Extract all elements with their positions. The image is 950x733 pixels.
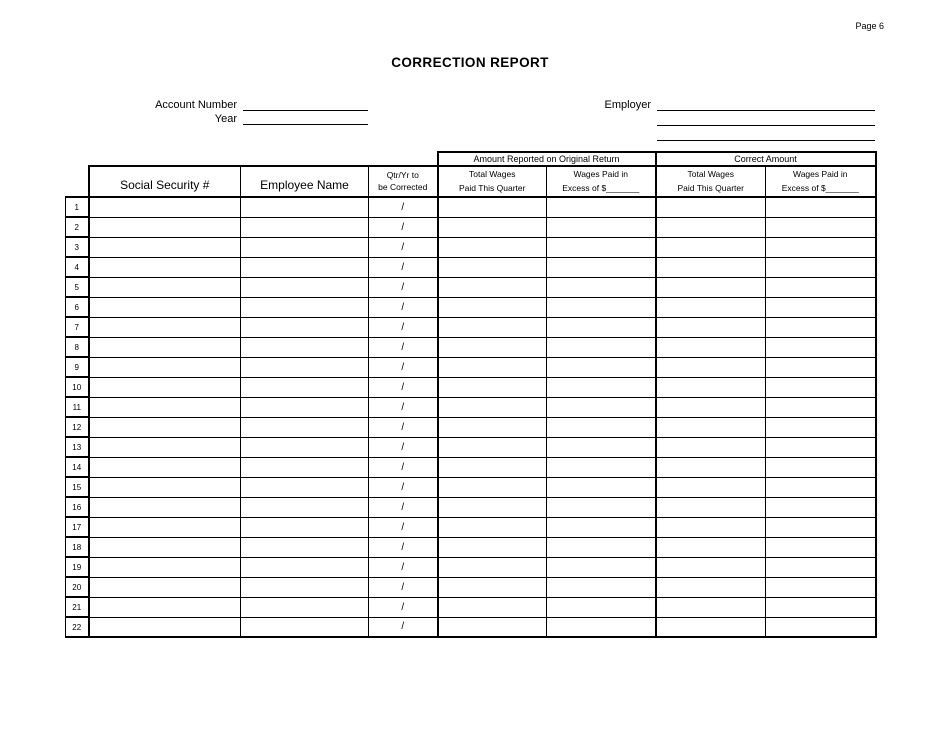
correct-excess-wages-cell — [766, 337, 876, 357]
row-number: 6 — [66, 297, 89, 317]
employer-field — [603, 97, 875, 111]
correct-total-wages-cell — [656, 517, 766, 537]
ssn-cell — [89, 217, 241, 237]
correct-excess-wages-cell — [766, 377, 876, 397]
ssn-cell — [89, 297, 241, 317]
row-number: 18 — [66, 537, 89, 557]
table-row — [66, 197, 876, 217]
employee-name-cell — [241, 317, 369, 337]
ssn-cell — [89, 277, 241, 297]
account-number-field — [140, 97, 368, 111]
orig-excess-wages-cell — [547, 397, 656, 417]
orig-total-wages-cell — [438, 257, 547, 277]
table-row — [66, 497, 876, 517]
employee-name-cell — [241, 397, 369, 417]
header-spacer — [66, 152, 438, 166]
ssn-cell — [89, 437, 241, 457]
correct-total-wages-cell — [656, 617, 766, 637]
correct-total-wages-cell — [656, 377, 766, 397]
correct-excess-wages-cell — [766, 497, 876, 517]
row-number: 21 — [66, 597, 89, 617]
correct-excess-wages-cell — [766, 197, 876, 217]
year-line — [243, 111, 368, 125]
correction-table — [65, 151, 877, 638]
ssn-cell — [89, 477, 241, 497]
orig-excess-wages-cell — [547, 237, 656, 257]
correct-total-wages-cell — [656, 397, 766, 417]
orig-total-wages-cell — [438, 477, 547, 497]
employer-line-3 — [657, 126, 875, 141]
orig-excess-wages-cell — [547, 597, 656, 617]
employee-name-cell — [241, 297, 369, 317]
orig-excess-wages-cell — [547, 577, 656, 597]
orig-excess-wages-cell — [547, 417, 656, 437]
ssn-cell — [89, 557, 241, 577]
row-number: 7 — [66, 317, 89, 337]
employee-name-cell — [241, 197, 369, 217]
employee-name-cell — [241, 457, 369, 477]
column-header-correct-excess-wages: Wages Paid in Excess of $_______ — [766, 166, 876, 197]
qtr-yr-cell: / — [369, 297, 438, 317]
ssn-cell — [89, 457, 241, 477]
year-field — [140, 111, 368, 125]
orig-total-wages-cell — [438, 237, 547, 257]
employee-name-cell — [241, 477, 369, 497]
orig-excess-wages-cell — [547, 317, 656, 337]
page-number: Page 6 — [855, 21, 884, 31]
ssn-cell — [89, 617, 241, 637]
ssn-cell — [89, 357, 241, 377]
table-row — [66, 257, 876, 277]
employee-name-cell — [241, 377, 369, 397]
qtr-yr-cell: / — [369, 337, 438, 357]
correct-excess-wages-cell — [766, 237, 876, 257]
employee-name-cell — [241, 437, 369, 457]
correct-excess-wages-cell — [766, 537, 876, 557]
orig-total-wages-cell — [438, 197, 547, 217]
orig-excess-wages-cell — [547, 357, 656, 377]
correct-excess-wages-cell — [766, 217, 876, 237]
orig-total-wages-cell — [438, 377, 547, 397]
row-number: 12 — [66, 417, 89, 437]
table-row — [66, 457, 876, 477]
orig-excess-wages-cell — [547, 437, 656, 457]
employee-name-cell — [241, 597, 369, 617]
qtr-yr-cell: / — [369, 377, 438, 397]
employee-name-cell — [241, 557, 369, 577]
correct-excess-wages-cell — [766, 317, 876, 337]
orig-excess-wages-cell — [547, 557, 656, 577]
orig-excess-wages-cell — [547, 617, 656, 637]
correct-excess-wages-cell — [766, 297, 876, 317]
table-row — [66, 377, 876, 397]
row-number: 17 — [66, 517, 89, 537]
orig-total-wages-cell — [438, 357, 547, 377]
row-number: 19 — [66, 557, 89, 577]
column-header-orig-total-wages: Total Wages Paid This Quarter — [438, 166, 547, 197]
correct-total-wages-cell — [656, 437, 766, 457]
table-row — [66, 297, 876, 317]
account-number-line — [243, 97, 368, 111]
employer-line-1 — [657, 97, 875, 111]
employee-name-cell — [241, 237, 369, 257]
column-header-orig-excess-wages: Wages Paid in Excess of $_______ — [547, 166, 656, 197]
correct-total-wages-cell — [656, 577, 766, 597]
employee-name-cell — [241, 617, 369, 637]
qtr-yr-cell: / — [369, 477, 438, 497]
row-number: 10 — [66, 377, 89, 397]
qtr-yr-cell: / — [369, 557, 438, 577]
table-row — [66, 437, 876, 457]
employee-name-cell — [241, 537, 369, 557]
orig-total-wages-cell — [438, 537, 547, 557]
ssn-cell — [89, 577, 241, 597]
ssn-cell — [89, 497, 241, 517]
employer-fields — [603, 97, 875, 141]
row-number: 8 — [66, 337, 89, 357]
row-number: 15 — [66, 477, 89, 497]
employee-name-cell — [241, 257, 369, 277]
table-row — [66, 217, 876, 237]
table-row — [66, 277, 876, 297]
orig-total-wages-cell — [438, 557, 547, 577]
correct-total-wages-cell — [656, 497, 766, 517]
correct-total-wages-cell — [656, 417, 766, 437]
qtr-yr-cell: / — [369, 417, 438, 437]
orig-excess-wages-cell — [547, 297, 656, 317]
correct-total-wages-cell — [656, 597, 766, 617]
orig-excess-wages-cell — [547, 477, 656, 497]
row-number: 22 — [66, 617, 89, 637]
orig-total-wages-cell — [438, 217, 547, 237]
row-number: 1 — [66, 197, 89, 217]
correct-total-wages-cell — [656, 197, 766, 217]
row-number: 16 — [66, 497, 89, 517]
correct-excess-wages-cell — [766, 517, 876, 537]
orig-total-wages-cell — [438, 457, 547, 477]
column-header-correct-total-wages: Total Wages Paid This Quarter — [656, 166, 766, 197]
table-row — [66, 337, 876, 357]
correct-total-wages-cell — [656, 237, 766, 257]
row-number: 5 — [66, 277, 89, 297]
ssn-cell — [89, 377, 241, 397]
ssn-cell — [89, 417, 241, 437]
employee-name-cell — [241, 577, 369, 597]
account-number-label: Account Number — [155, 99, 237, 111]
table-row — [66, 357, 876, 377]
table-row — [66, 517, 876, 537]
table-body — [66, 152, 876, 637]
ssn-cell — [89, 517, 241, 537]
correct-excess-wages-cell — [766, 397, 876, 417]
ssn-cell — [89, 597, 241, 617]
employee-name-cell — [241, 497, 369, 517]
qtr-yr-cell: / — [369, 257, 438, 277]
orig-total-wages-cell — [438, 437, 547, 457]
qtr-yr-cell: / — [369, 277, 438, 297]
correct-total-wages-cell — [656, 457, 766, 477]
orig-excess-wages-cell — [547, 497, 656, 517]
correct-total-wages-cell — [656, 337, 766, 357]
row-number-header-spacer — [66, 166, 89, 197]
employee-name-cell — [241, 417, 369, 437]
ssn-cell — [89, 397, 241, 417]
employee-name-cell — [241, 217, 369, 237]
correct-excess-wages-cell — [766, 557, 876, 577]
ssn-cell — [89, 197, 241, 217]
correct-total-wages-cell — [656, 277, 766, 297]
correct-excess-wages-cell — [766, 477, 876, 497]
orig-total-wages-cell — [438, 297, 547, 317]
orig-excess-wages-cell — [547, 337, 656, 357]
qtr-yr-cell: / — [369, 317, 438, 337]
table-row — [66, 557, 876, 577]
row-number: 13 — [66, 437, 89, 457]
correct-excess-wages-cell — [766, 617, 876, 637]
ssn-cell — [89, 337, 241, 357]
orig-total-wages-cell — [438, 397, 547, 417]
employee-name-cell — [241, 357, 369, 377]
row-number: 11 — [66, 397, 89, 417]
employee-name-cell — [241, 277, 369, 297]
orig-total-wages-cell — [438, 277, 547, 297]
table-row — [66, 597, 876, 617]
table-row — [66, 397, 876, 417]
orig-total-wages-cell — [438, 337, 547, 357]
column-header-row — [66, 166, 876, 197]
orig-total-wages-cell — [438, 617, 547, 637]
orig-total-wages-cell — [438, 597, 547, 617]
column-header-qtr-yr: Qtr/Yr to be Corrected — [369, 166, 438, 197]
qtr-yr-cell: / — [369, 217, 438, 237]
ssn-cell — [89, 257, 241, 277]
section-header-original-return: Amount Reported on Original Return — [438, 152, 656, 166]
orig-excess-wages-cell — [547, 257, 656, 277]
correct-excess-wages-cell — [766, 577, 876, 597]
qtr-yr-cell: / — [369, 577, 438, 597]
qtr-yr-cell: / — [369, 497, 438, 517]
section-header-correct-amount: Correct Amount — [656, 152, 876, 166]
year-label: Year — [214, 113, 237, 125]
qtr-yr-cell: / — [369, 237, 438, 257]
correct-excess-wages-cell — [766, 457, 876, 477]
qtr-yr-cell: / — [369, 597, 438, 617]
correct-excess-wages-cell — [766, 597, 876, 617]
employer-label: Employer — [604, 99, 651, 111]
correct-total-wages-cell — [656, 537, 766, 557]
table-row — [66, 477, 876, 497]
row-number: 20 — [66, 577, 89, 597]
row-number: 2 — [66, 217, 89, 237]
orig-excess-wages-cell — [547, 517, 656, 537]
orig-excess-wages-cell — [547, 537, 656, 557]
orig-excess-wages-cell — [547, 457, 656, 477]
correct-total-wages-cell — [656, 257, 766, 277]
ssn-cell — [89, 317, 241, 337]
table-row — [66, 617, 876, 637]
row-number: 4 — [66, 257, 89, 277]
table-row — [66, 317, 876, 337]
qtr-yr-cell: / — [369, 437, 438, 457]
correct-excess-wages-cell — [766, 277, 876, 297]
orig-total-wages-cell — [438, 497, 547, 517]
table-row — [66, 577, 876, 597]
orig-excess-wages-cell — [547, 377, 656, 397]
row-number: 3 — [66, 237, 89, 257]
correct-total-wages-cell — [656, 557, 766, 577]
correct-excess-wages-cell — [766, 257, 876, 277]
row-number: 9 — [66, 357, 89, 377]
correct-total-wages-cell — [656, 357, 766, 377]
orig-total-wages-cell — [438, 517, 547, 537]
orig-excess-wages-cell — [547, 217, 656, 237]
table-row — [66, 237, 876, 257]
correct-total-wages-cell — [656, 317, 766, 337]
orig-total-wages-cell — [438, 577, 547, 597]
orig-total-wages-cell — [438, 417, 547, 437]
orig-excess-wages-cell — [547, 197, 656, 217]
column-header-social-security: Social Security # — [89, 166, 241, 197]
ssn-cell — [89, 237, 241, 257]
employer-line-2 — [657, 111, 875, 126]
qtr-yr-cell: / — [369, 617, 438, 637]
correct-total-wages-cell — [656, 477, 766, 497]
qtr-yr-cell: / — [369, 537, 438, 557]
employee-name-cell — [241, 517, 369, 537]
account-fields — [140, 97, 368, 125]
qtr-yr-cell: / — [369, 457, 438, 477]
section-header-row — [66, 152, 876, 166]
correct-excess-wages-cell — [766, 417, 876, 437]
qtr-yr-cell: / — [369, 197, 438, 217]
table-row — [66, 417, 876, 437]
orig-excess-wages-cell — [547, 277, 656, 297]
ssn-cell — [89, 537, 241, 557]
qtr-yr-cell: / — [369, 357, 438, 377]
table-row — [66, 537, 876, 557]
qtr-yr-cell: / — [369, 397, 438, 417]
correct-excess-wages-cell — [766, 437, 876, 457]
page-title: CORRECTION REPORT — [391, 55, 549, 70]
correct-excess-wages-cell — [766, 357, 876, 377]
row-number: 14 — [66, 457, 89, 477]
employee-name-cell — [241, 337, 369, 357]
column-header-employee-name: Employee Name — [241, 166, 369, 197]
orig-total-wages-cell — [438, 317, 547, 337]
correct-total-wages-cell — [656, 297, 766, 317]
correct-total-wages-cell — [656, 217, 766, 237]
qtr-yr-cell: / — [369, 517, 438, 537]
